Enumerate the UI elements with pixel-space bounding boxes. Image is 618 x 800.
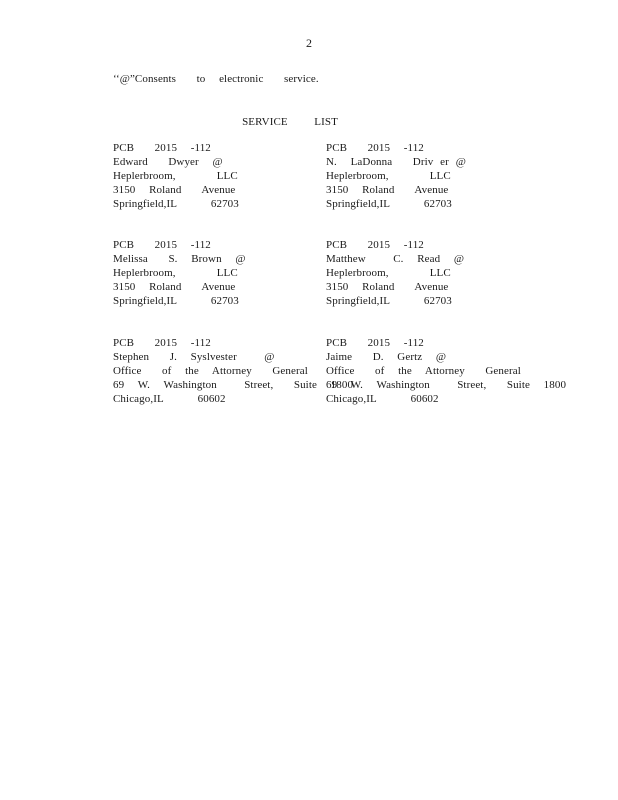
entry-organization: Heplerbroom, LLC [326, 170, 451, 182]
service-entry-brown [113, 238, 323, 308]
entry-street: 69 W. Washington Street, Suite 1800 [326, 379, 567, 391]
entry-docket: PCB 2015 -112 [113, 239, 211, 251]
service-list-title: SERVICE LIST [242, 116, 338, 128]
entry-docket: PCB 2015 -112 [326, 337, 424, 349]
entry-name: Matthew C. Read @ [326, 253, 465, 265]
entry-city: Springfield,IL 62703 [113, 295, 239, 307]
service-entry-gertz [326, 336, 567, 406]
entry-name: Edward Dwyer @ [113, 156, 223, 168]
entry-street: 3150 Roland Avenue [326, 281, 449, 293]
entry-name: N. LaDonna Driv er @ [326, 156, 467, 168]
entry-street: 3150 Roland Avenue [113, 184, 236, 196]
entry-city: Springfield,IL 62703 [326, 198, 452, 210]
entry-docket: PCB 2015 -112 [326, 239, 424, 251]
entry-name: Melissa S. Brown @ [113, 253, 246, 265]
entry-city: Chicago,IL 60602 [326, 393, 439, 405]
entry-street: 69 W. Washington Street, Suite 1800 [113, 379, 354, 391]
entry-city: Springfield,IL 62703 [326, 295, 452, 307]
entry-organization: Heplerbroom, LLC [113, 267, 238, 279]
entry-name: Jaime D. Gertz @ [326, 351, 447, 363]
entry-docket: PCB 2015 -112 [113, 337, 211, 349]
entry-docket: PCB 2015 -112 [326, 142, 424, 154]
entry-street: 3150 Roland Avenue [113, 281, 236, 293]
entry-street: 3150 Roland Avenue [326, 184, 449, 196]
entry-docket: PCB 2015 -112 [113, 142, 211, 154]
entry-organization: Office of the Attorney General [326, 365, 521, 377]
entry-city: Springfield,IL 62703 [113, 198, 239, 210]
consent-footnote: ‘‘@”Consents to electronic service. [113, 73, 319, 85]
entry-organization: Office of the Attorney General [113, 365, 308, 377]
service-entry-driver [326, 141, 536, 211]
entry-city: Chicago,IL 60602 [113, 393, 226, 405]
service-entry-read [326, 238, 536, 308]
entry-organization: Heplerbroom, LLC [326, 267, 451, 279]
entry-organization: Heplerbroom, LLC [113, 170, 238, 182]
service-entry-syslvester [113, 336, 354, 406]
page-number: 2 [305, 36, 313, 50]
service-entry-dwyer [113, 141, 323, 211]
entry-name: Stephen J. Syslvester @ [113, 351, 275, 363]
